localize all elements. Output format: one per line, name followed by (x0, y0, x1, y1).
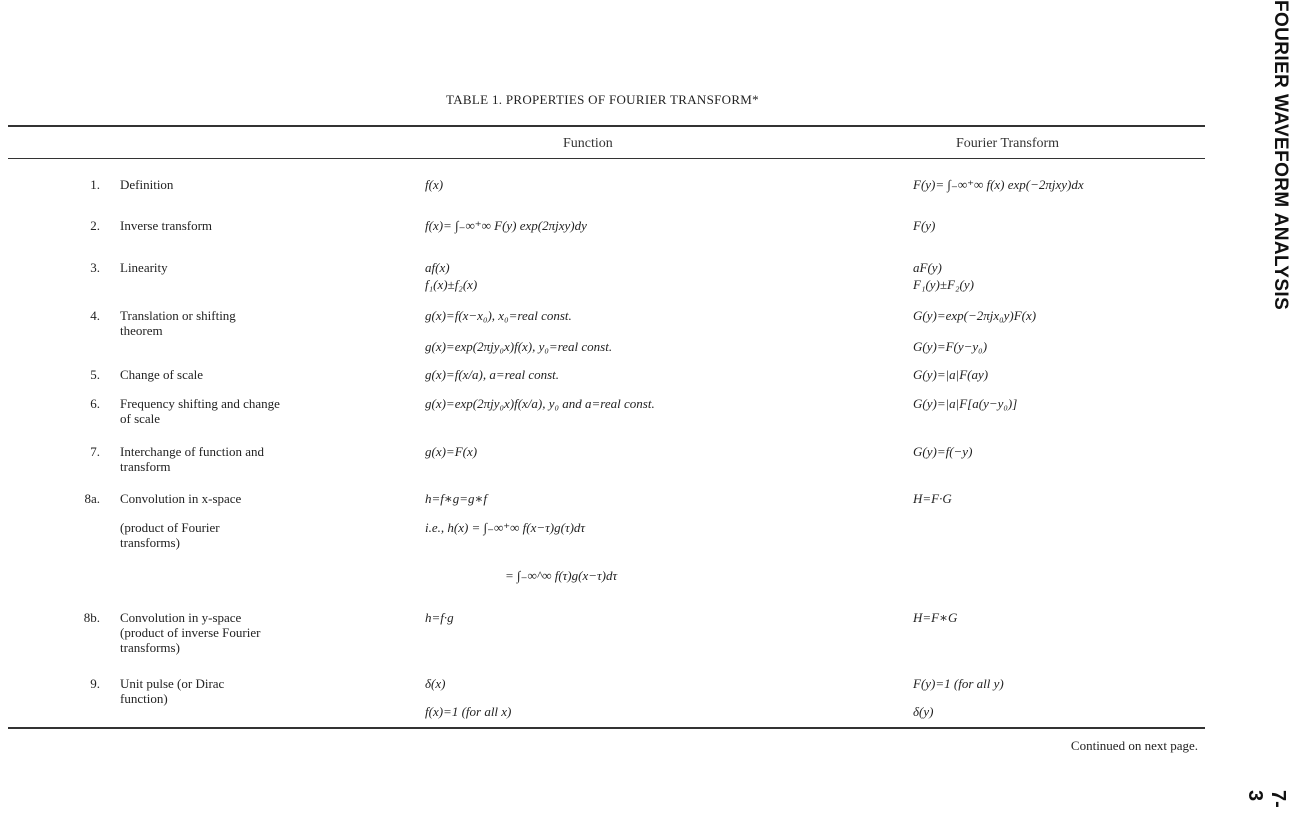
function-expression: g(x)=exp(2πjy₀x)f(x), y₀=real const. (425, 339, 613, 354)
side-margin (1244, 0, 1291, 839)
transform-expression: F₁(y)±F₂(y) (913, 277, 974, 292)
column-header-function: Function (563, 136, 613, 151)
row-number: 7. (90, 444, 100, 459)
property-label: Unit pulse (or Dirac function) (120, 676, 225, 706)
row-number: 1. (90, 177, 100, 192)
table-top-rule (8, 125, 1205, 127)
row-number: 3. (90, 260, 100, 275)
function-expression: i.e., h(x) = ∫₋∞⁺∞ f(x−τ)g(τ)dτ (425, 520, 586, 535)
function-expression: h=f∗g=g∗f (425, 491, 487, 506)
function-expression: f(x)= ∫₋∞⁺∞ F(y) exp(2πjxy)dy (425, 218, 587, 233)
row-number: 8a. (84, 491, 100, 506)
property-label: Linearity (120, 260, 168, 275)
property-label: Change of scale (120, 367, 204, 382)
row-number: 6. (90, 396, 100, 411)
continued-note: Continued on next page. (1070, 738, 1198, 753)
transform-expression: H=F∗G (913, 610, 958, 625)
running-head: FOURIER WAVEFORM ANALYSIS (1270, 0, 1291, 311)
function-expression: g(x)=F(x) (425, 444, 478, 459)
function-expression: f₁(x)±f₂(x) (425, 277, 478, 292)
function-expression: = ∫₋∞^∞ f(τ)g(x−τ)dτ (505, 568, 618, 583)
row-number: 9. (90, 676, 100, 691)
page-number: 7-3 (1244, 790, 1289, 808)
row-number: 5. (90, 367, 100, 382)
row-number: 8b. (83, 610, 100, 625)
transform-expression: δ(y) (913, 704, 934, 719)
property-label: Frequency shifting and change of scale (120, 396, 280, 426)
property-label: Definition (120, 177, 174, 192)
transform-expression: G(y)=|a|F(ay) (913, 367, 989, 382)
column-header-fourier-transform: Fourier Transform (956, 136, 1060, 151)
table-caption: TABLE 1. PROPERTIES OF FOURIER TRANSFORM* (446, 92, 759, 107)
function-expression: g(x)=f(x−x₀), x₀=real const. (425, 308, 572, 323)
header-rule (8, 158, 1205, 159)
transform-expression: F(y)=1 (for all y) (913, 676, 1004, 691)
property-label: Convolution in x-space (120, 491, 242, 506)
transform-expression: F(y)= ∫₋∞⁺∞ f(x) exp(−2πjxy)dx (913, 177, 1084, 192)
function-expression: g(x)=exp(2πjy₀x)f(x/a), y₀ and a=real const. (425, 396, 655, 411)
property-label: Inverse transform (120, 218, 213, 233)
transform-expression: G(y)=exp(−2πjx₀y)F(x) (913, 308, 1037, 323)
function-expression: f(x)=1 (for all x) (425, 704, 512, 719)
property-label: Translation or shifting theorem (120, 308, 236, 338)
function-expression: g(x)=f(x/a), a=real const. (425, 367, 560, 382)
transform-expression: G(y)=|a|F[a(y−y₀)] (913, 396, 1018, 411)
function-expression: af(x) (425, 260, 450, 275)
property-label: Convolution in y-space (product of inverse Fourier transforms) (120, 610, 261, 655)
property-label-note: (product of Fourier transforms) (120, 520, 220, 550)
transform-expression: G(y)=F(y−y₀) (913, 339, 988, 354)
function-expression: f(x) (425, 177, 444, 192)
function-expression: h=f·g (425, 610, 454, 625)
row-number: 2. (90, 218, 100, 233)
transform-expression: G(y)=f(−y) (913, 444, 973, 459)
transform-expression: H=F·G (913, 491, 952, 506)
function-expression: δ(x) (425, 676, 446, 691)
property-label: Interchange of function and transform (120, 444, 265, 474)
table-bottom-rule (8, 727, 1205, 729)
transform-expression: F(y) (913, 218, 936, 233)
row-number: 4. (90, 308, 100, 323)
transform-expression: aF(y) (913, 260, 942, 275)
